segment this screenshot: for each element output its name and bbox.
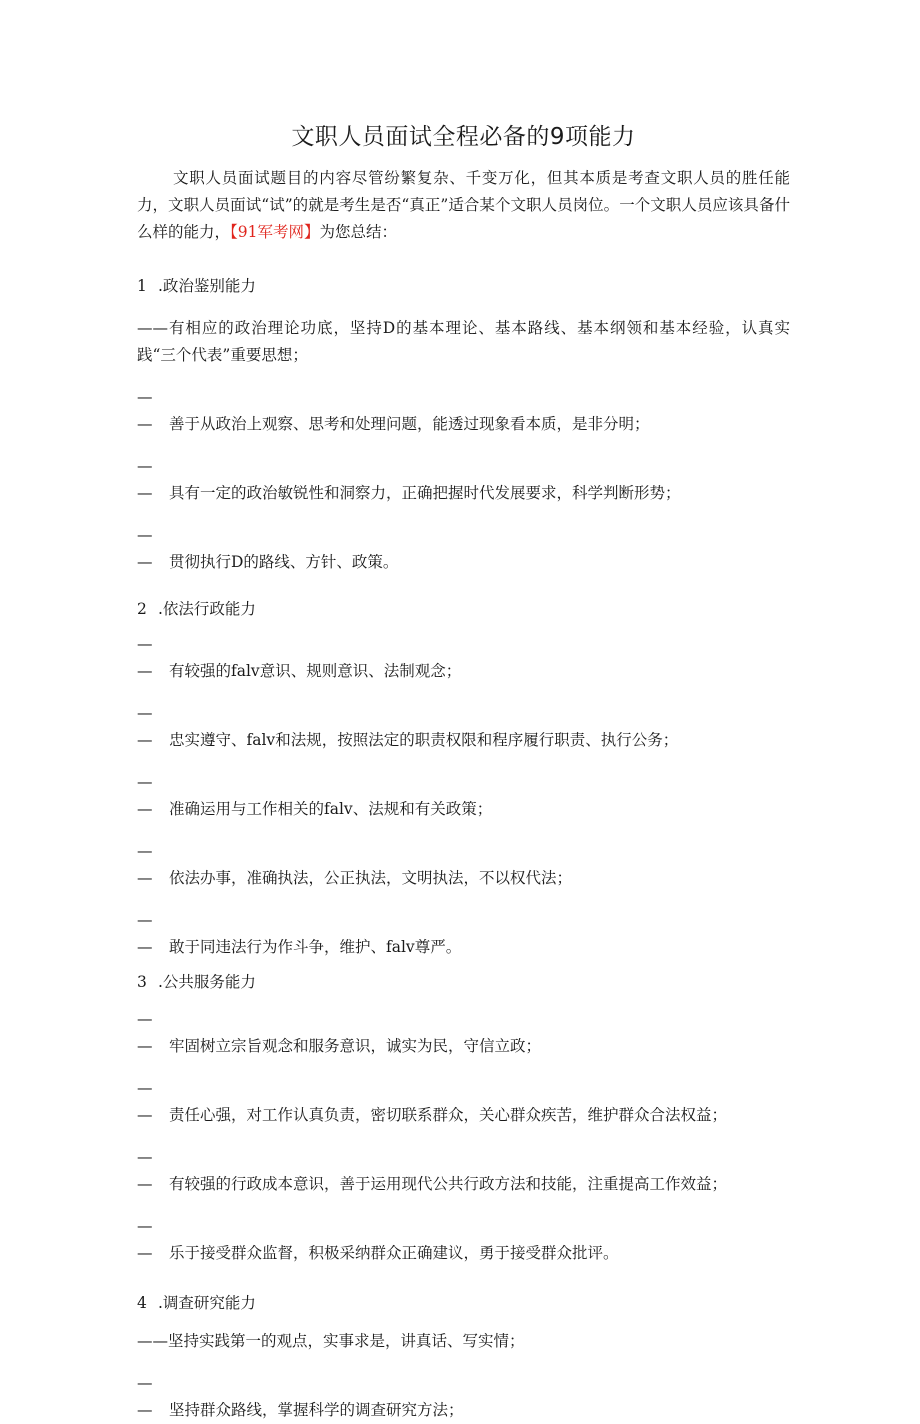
dash-marker: — — [137, 1217, 153, 1262]
dash-marker: — — [137, 635, 153, 680]
section-number: 1 [137, 277, 147, 295]
dash-marker: — — [137, 1374, 153, 1419]
list-item: ——坚持实践第一的观点，实事求是，讲真话、写实情； [137, 1332, 525, 1350]
dash-marker: — — [137, 704, 153, 749]
list-item: — — 敢于同违法行为作斗争，维护、falv尊严。 [137, 907, 790, 961]
dash-marker: — — [137, 1148, 153, 1193]
section-title: .公共服务能力 [158, 973, 256, 991]
list-item: — — 牢固树立宗旨观念和服务意识，诚实为民，守信立政； [137, 1006, 790, 1060]
section-number: 3 [137, 973, 147, 991]
dash-marker: — — [137, 773, 153, 818]
document-title: 文职人员面试全程必备的9项能力 [291, 124, 636, 150]
intro-paragraph [137, 165, 790, 246]
list-item: — — 有较强的行政成本意识，善于运用现代公共行政方法和技能，注重提高工作效益； [137, 1144, 790, 1198]
section-heading [137, 596, 790, 623]
list-item: — — 坚持群众路线，掌握科学的调查研究方法； [137, 1370, 790, 1424]
list-item: — — 具有一定的政治敏锐性和洞察力，正确把握时代发展要求，科学判断形势； [137, 453, 790, 507]
intro-text: 文职人员面试题目的内容尽管纷繁复杂、千变万化，但其本质是考查文职人员的胜任能力，文职人员面试“试”的就是考生是否“真正”适合某个文职人员岗位。一个文职人员应该具备什么样的能力， [137, 169, 790, 241]
list-item: — — 乐于接受群众监督，积极采纳群众正确建议，勇于接受群众批评。 [137, 1213, 790, 1267]
list-item: — — 依法办事，准确执法，公正执法，文明执法，不以权代法； [137, 838, 790, 892]
section-heading [137, 1290, 790, 1317]
section-heading [137, 969, 790, 996]
dash-marker: — — [137, 526, 153, 571]
section-number: 2 [137, 600, 147, 618]
intro-closing: 为您总结： [319, 223, 398, 241]
section-title: .调查研究能力 [158, 1294, 256, 1312]
section-title: .政治鉴别能力 [158, 277, 256, 295]
section-investigation-research [137, 1290, 790, 1424]
dash-marker: — — [137, 1079, 153, 1124]
list-item: ——有相应的政治理论功底，坚持D的基本理论、基本路线、基本纲领和基本经验，认真实践“三个代表”重要思想； [137, 319, 790, 364]
dash-marker: — — [137, 842, 153, 887]
dash-marker: — — [137, 1010, 153, 1055]
list-item: — — 责任心强，对工作认真负责，密切联系群众，关心群众疾苦，维护群众合法权益； [137, 1075, 790, 1129]
dash-marker: — — [137, 388, 153, 433]
list-item: — — 善于从政治上观察、思考和处理问题，能透过现象看本质，是非分明； [137, 384, 790, 438]
dash-marker: — — [137, 911, 153, 956]
section-political-discernment [137, 273, 790, 576]
section-public-service [137, 969, 790, 1267]
source-highlight: 【91军考网】 [230, 223, 320, 241]
dash-marker: — — [137, 457, 153, 502]
list-item: — — 忠实遵守、falv和法规，按照法定的职责权限和程序履行职责、执行公务； [137, 700, 790, 754]
list-item: — — 有较强的falv意识、规则意识、法制观念； [137, 631, 790, 685]
section-title: .依法行政能力 [158, 600, 256, 618]
section-heading [137, 273, 790, 300]
list-item: — — 贯彻执行D的路线、方针、政策。 [137, 522, 790, 576]
section-number: 4 [137, 1294, 147, 1312]
section-law-based-administration [137, 596, 790, 961]
list-item: — — 准确运用与工作相关的falv、法规和有关政策； [137, 769, 790, 823]
